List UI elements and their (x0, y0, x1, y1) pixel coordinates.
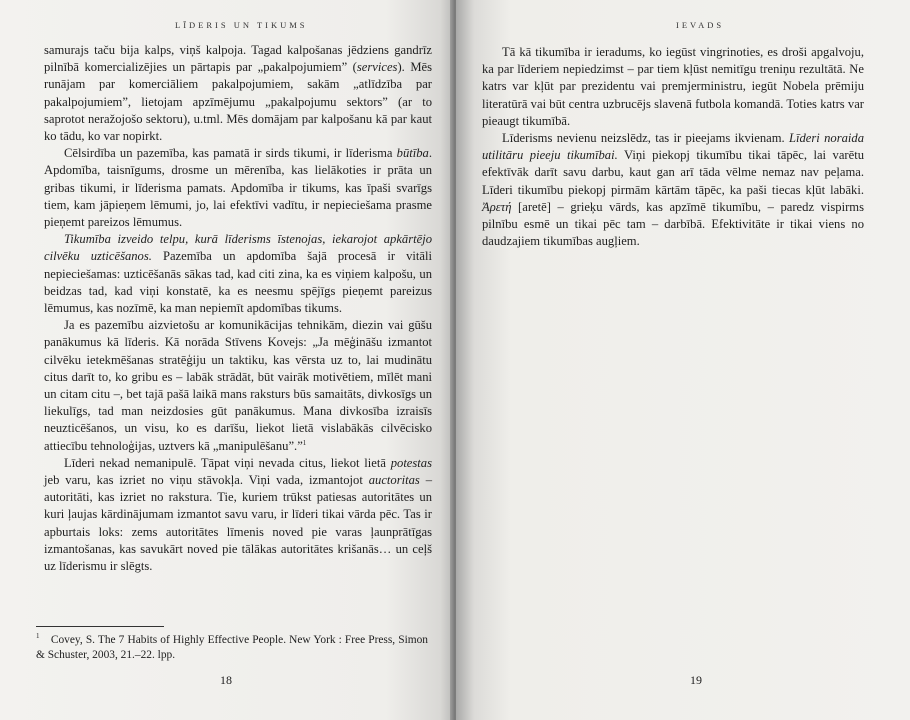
running-head-left: LĪDERIS UN TIKUMS (175, 20, 308, 30)
footnote-rule (36, 626, 164, 627)
paragraph (44, 455, 432, 575)
italic-text: auctoritas (368, 473, 420, 488)
italic-text: Tikumība izveido telpu, kurā līderisms īstenojas, iekarojot apkārtējo cilvēku uzticēšanos. (44, 232, 432, 264)
italic-text: services (356, 60, 398, 75)
text-run: – autoritāti, kas izriet no rakstura. Tie, kuriem trūkst patiesas autoritātes un kuri ļaujas kārdinājumam izmantot savu varu, ir līderi tikai vārda pēc. Tas ir apburtais loks: zems autoritātes līmenis noved pie varas ļaunprātīgas izmantošanas, kas savukārt noved pie tālākas autoritātes krišanās… un ceļš uz līderismu ir slēgts. (44, 473, 432, 574)
left-body-text (44, 42, 432, 575)
text-run: Tā kā tikumība ir ieradums, ko iegūst vingrinoties, es droši apgalvoju, ka par līderiem nepiedzimst – par tiem kļūst nemitīgu treniņu rezultātā. Ne katrs var kļūt par prezidentu vai premjerministru, iegūt Nobela prēmiju literatūrā vai būt centra uzbrucējs slavenā futbola komandā. Toties katrs var pieaugt tikumībā. (482, 45, 864, 128)
paragraph (44, 42, 432, 145)
running-head-right: IEVADS (676, 20, 725, 30)
right-body-text (482, 44, 864, 250)
footnote-number: 1 (36, 632, 40, 641)
text-run: Cēlsirdība un pazemība, kas pamatā ir sirds tikumi, ir līderisma (64, 146, 397, 161)
italic-text: The 7 Habits of Highly Effective People (97, 634, 284, 646)
text-run: Līderisms nevienu neizslēdz, tas ir pieejams ikvienam. (502, 131, 789, 146)
footnote (36, 633, 428, 663)
paragraph (44, 231, 432, 317)
italic-text: Līderi noraida utilitāru pieeju tikumībai. (482, 131, 865, 163)
text-run: Pazemība un apdomība šajā procesā ir vitāli nepieciešamas: uzticēšanās sākas tad, kad citi zina, ka es viņiem kalpošu, un beidzas tad, kad viņi konstatē, ka es neesmu spējīgs pieņemt pareizus lēmumus, kas nozīmē, ka man nepiemīt apdomības tikums. (44, 249, 432, 316)
right-page (456, 0, 910, 720)
paragraph (482, 130, 864, 250)
paragraph (44, 145, 432, 231)
text-run: jeb varu, kas izriet no viņu stāvokļa. Viņi vada, izmantojot (44, 473, 369, 488)
text-run: samurajs taču bija kalps, viņš kalpoja. Tagad kalpošanas jēdziens gandrīz pilnībā komercializējies un pārtapis par „pakalpojumiem” ( (44, 43, 432, 75)
left-page (0, 0, 454, 720)
text-run: Covey, S. (50, 634, 98, 646)
text-run: [aretē] – grieķu vārds, kas apzīmē tikumību, – paredz vispirms pilnību esmē un tikai pēc tam – darbībā. Efektivitāte ir tikai viens no daudzajiem tikumības augļiem. (482, 199, 864, 249)
text-run: . Apdomība, taisnīgums, drosme un mērenība, kas lielākoties ir prāta un gribas tikumi, ir līderisma pamats. Apdomība ir tikums, kas īpaši svarīgs tiem, kam jāpieņem lēmumi, jo, lai efektīvi vadītu, ir nepieciešama prasme pieņemt pareizos lēmumus. (44, 146, 432, 230)
text-run: . New York : Free Press, Simon & Schuster, 2003, 21.–22. lpp. (36, 634, 428, 661)
paragraph (482, 44, 864, 130)
page-number-right: 19 (690, 673, 702, 687)
text-run: ). Mēs runājam par komerciāliem pakalpojumiem, sakām „atlīdzība par pakalpojumiem”, lietojam apzīmējumu „pakalpojumu sektors” (ar to saprotot neražojošo sektoru), u.tml. Mēs domājam par kalpošanu kā par kaut ko tādu, ko var nopirkt. (44, 60, 433, 144)
italic-text: būtība (396, 146, 429, 161)
text-run: Viņi piekopj tikumību tikai tāpēc, lai varētu efektīvāk darīt savu darbu, kaut gan arī tāda vēlme nemaz nav peļama. Līderi tikumību piekopj pirmām kārtām tāpēc, ka paši tiecas kļūt labāki. (482, 148, 864, 197)
footnote-marker: 1 (302, 438, 307, 447)
page-number-left: 18 (220, 673, 232, 687)
paragraph (44, 317, 432, 455)
text-run: Līderi nekad nemanipulē. Tāpat viņi nevada citus, liekot lietā (64, 455, 391, 470)
italic-text: Ἀρετή (482, 199, 512, 214)
text-run: Ja es pazemību aizvietošu ar komunikācijas tehnikām, diezin vai gūšu panākumus kā līderis. Kā norāda Stīvens Kovejs: „Ja mēģināšu izmantot cilvēku ietekmēšanas stratēģiju un taktiku, kas vērsta uz to, lai mudinātu citus darīt to, ko gribu es – labāk strādāt, būt vairāk motivētiem, mīlēt mani un citam citu –, bet tajā pašā laikā mans raksturs būs samaitāts, divkosīgs un liekulīgs, tad man neizdosies gūt panākumus. Mana divkosība izraisīs neuzticēšanos, un visu, ko es darīšu, liekot lietā vislabākās cilvēcisko attiecību tehnoloģijas, uztvers kā „manipulēšanu”.” (44, 318, 432, 453)
italic-text: potestas (390, 455, 432, 470)
